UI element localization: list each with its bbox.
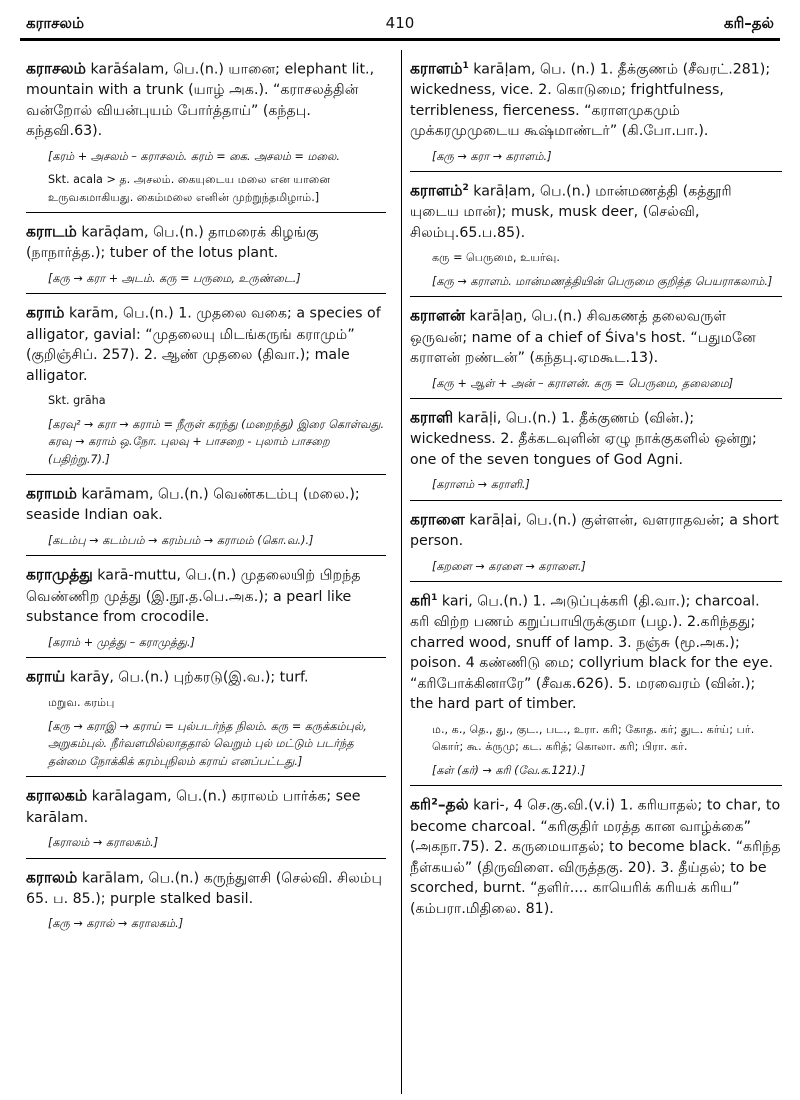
dictionary-entry: [26, 783, 386, 851]
etymology-note: [கரம் + அசலம் – கராசலம். கரம் = கை. அசலம் = மலை.: [48, 149, 340, 163]
headword: கரி: [410, 591, 432, 610]
definition: kari, பெ.(n.) 1. அடுப்புக்கரி (தி.வா.); charcoal. கரி விற்ற பணம் கறுப்பாயிருக்குமா (பழ.). 2.கரிந்தது; charred wood, snuff of lamp. 3. நஞ்சு (மூ.அக.); poison. 4 கண்ணிடு மை; collyrium black for the eye. “கரிபோக்கினாரே” (சீவக.626). 5. மரவைரம் (வின்.); the hard part of timber.: [410, 593, 773, 713]
definition: karāḷi, பெ.(n.) 1. தீக்குணம் (வின்.); wickedness. 2. தீக்கடவுளின் ஏழு நாக்குகளில் ஒன்று; one of the seven tongues of God Agni.: [410, 410, 757, 468]
entry-text: [26, 481, 386, 526]
running-head-left: கராசலம்: [26, 14, 85, 32]
page-number: 410: [385, 14, 415, 32]
definition: karāy, பெ.(n.) புற்கரடு(இ.வ.); turf.: [65, 669, 309, 686]
entry-separator: [26, 555, 386, 556]
entry-text: [410, 405, 782, 470]
entry-text: [26, 300, 386, 386]
entry-separator: [26, 657, 386, 658]
dictionary-entry: [26, 562, 386, 651]
cognate-note: Skt. grāha: [48, 394, 106, 408]
entry-text: [26, 562, 386, 627]
etymology-note: [கரு → கராஇ → கராய் = புல்படர்ந்த நிலம். கரு = கருக்கம்புல், அறுகம்புல். நீர்வளமில்லாததால் வெறும் புல் மட்டும் படர்ந்த தன்மை நோக்கிக் கரம்புநிலம் கராய் எனப்பட்டது.]: [48, 719, 367, 768]
etymology-note: [கரவு² → கரா → கராம் = நீருள் கரந்து (மறைந்து) இரை கொள்வது. கரவு → கராம் ஒ.நோ. புலவு + பாசறை - புலாம் பாசறை (பதிற்று.7).]: [48, 417, 385, 466]
headword: கராடம்: [26, 222, 77, 241]
etymology-note: [கராளம் → கராளி.]: [432, 478, 530, 492]
etymology-note: [கறளை → கரளை → கராளை.]: [432, 559, 586, 573]
dictionary-entry: [410, 588, 782, 779]
entry-separator: [410, 500, 782, 501]
dictionary-entry: [410, 178, 782, 290]
headword: கராளி: [410, 408, 454, 427]
entry-text: [410, 792, 782, 919]
definition: karā-muttu, பெ.(n.) முதலையிற் பிறந்த வெண்ணிற முத்து (இ.நூ.த.பெ.அக.); a pearl like substance from crocodile.: [26, 568, 361, 626]
entry-separator: [26, 858, 386, 859]
entry-text: [410, 303, 782, 368]
dictionary-entry: [410, 405, 782, 494]
entry-text: [26, 219, 386, 264]
entry-text: [410, 56, 782, 142]
headword: கராமுத்து: [26, 566, 93, 585]
headword: கராளை: [410, 510, 465, 529]
dictionary-entry: [410, 56, 782, 165]
etymology-note: [கடம்பு → கடம்பம் → கரம்பம் → கராமம் (கொ.வ.).]: [48, 533, 314, 547]
dictionary-entry: [410, 792, 782, 919]
definition: karāḷam, பெ.(n.) மான்மணத்தி (கத்தூரி யுடைய மான்); musk, musk deer, (செல்வி, சிலம்பு.65.ப.85).: [410, 183, 732, 241]
etymology-note: [கரு → கரா → கராளம்.]: [432, 149, 552, 163]
definition: karālagam, பெ.(n.) கராலம் பார்க்க; see karālam.: [26, 789, 361, 826]
homonym-number: 1: [462, 61, 469, 71]
etymology-note: [கள் (கர்) → கரி (வே.க.121).]: [432, 763, 586, 777]
cognate-note: Skt. acala > த. அசலம். கையுடைய மலை என யானை உருவகமாகியது. கைம்மலை எனின் முற்றுந்தமிழாம்.]: [48, 173, 331, 204]
homonym-number: 2: [462, 183, 469, 194]
right-column: [410, 56, 782, 1092]
column-divider: [401, 50, 402, 1094]
entry-separator: [26, 474, 386, 475]
entry-separator: [410, 785, 782, 786]
running-head-right: கரி–தல்: [723, 14, 774, 32]
headword: கராலம்: [26, 868, 78, 887]
definition: karāmam, பெ.(n.) வெண்கடம்பு (மலை.); seaside Indian oak.: [26, 486, 360, 524]
cognate-note: ம., க., தெ., து., குட., பட., உரா. கரி; கோத. கர்; துட. கர்ய்; பர். கொர்; கூ. க்ருமு; கட. கரித்; கொலா. கரி; பிரா. கர்.: [432, 722, 755, 754]
definition: karāḷaṉ, பெ.(n.) சிவகணத் தலைவருள் ஒருவன்; name of a chief of Śiva's host. “பதுமனே கராளன் றண்டன்” (கந்தபு.ஏமகூட.13).: [410, 309, 756, 367]
entry-separator: [410, 581, 782, 582]
etymology-note: [கரு → கரா + அடம். கரு = பருமை, உருண்டை.]: [48, 271, 301, 285]
headword: கராய்: [26, 667, 66, 686]
header-rule: [20, 38, 780, 41]
headword: கராளம்: [410, 59, 463, 78]
entry-separator: [410, 296, 782, 297]
headword: கராம்: [26, 304, 65, 323]
etymology-note: [கரு → கராளம். மான்மணத்தியின் பெருமை குறித்த பெயராகலாம்.]: [432, 274, 773, 288]
entry-text: [410, 588, 782, 715]
dictionary-entry: [26, 300, 386, 468]
headword: கராமம்: [26, 484, 77, 503]
dictionary-entry: [26, 56, 386, 206]
etymology-note: [கரு + ஆள் + அன் – கராளன். கரு = பெருமை, தலைமை]: [432, 376, 734, 390]
entry-text: [26, 56, 386, 142]
etymology-note: [கரு → கரால் → கராலகம்.]: [48, 917, 184, 931]
headword: கராளன்: [410, 307, 466, 326]
entry-text: [410, 178, 782, 243]
headword: கரி²–தல்: [410, 796, 469, 815]
entry-separator: [26, 776, 386, 777]
definition: karāśalam, பெ.(n.) யானை; elephant lit., mountain with a trunk (யாழ் அக.). “கராசலத்தின் வன்றோல் வியன்புயம் போர்த்தாய்” (கந்தபு. கந்தவி.63).: [26, 61, 375, 140]
definition: karālam, பெ.(n.) கருந்துளசி (செல்வி. சிலம்பு 65. ப. 85.); purple stalked basil.: [26, 870, 383, 907]
definition: karāḷai, பெ.(n.) குள்ளன், வளராதவன்; a short person.: [410, 512, 779, 550]
dictionary-entry: [410, 303, 782, 392]
entry-separator: [26, 212, 386, 213]
etymology-note: [கராம் + முத்து – கராமுத்து.]: [48, 635, 195, 649]
entry-separator: [410, 171, 782, 172]
entry-text: [26, 783, 386, 828]
definition: karām, பெ.(n.) 1. முதலை வகை; a species of alligator, gavial: “முதலையு மிடங்கருங் கராமும்” (குறிஞ்சிப். 257). 2. ஆண் முதலை (திவா.); male alligator.: [26, 306, 381, 384]
headword: கராசலம்: [26, 59, 86, 78]
cognate-note: மறுவ. கரம்பு: [48, 696, 115, 710]
dictionary-entry: [26, 219, 386, 287]
etymology-note: [கராலம் → கராலகம்.]: [48, 836, 159, 850]
definition: karāḷam, பெ. (n.) 1. தீக்குணம் (சீவரட்.281); wickedness, vice. 2. கொடுமை; frightfulness, terribleness, fierceness. “கராளமுகமும் முக்கரமுமுடைய கூஷ்மாண்டர்” (கி.போ.பா.).: [410, 61, 771, 140]
dictionary-entry: [26, 865, 386, 933]
headword: கராலகம்: [26, 787, 88, 806]
headword: கராளம்: [410, 181, 463, 200]
homonym-number: 1: [431, 593, 438, 604]
entry-text: [26, 664, 386, 688]
entry-separator: [410, 398, 782, 399]
entry-text: [410, 507, 782, 552]
dictionary-entry: [26, 481, 386, 549]
dictionary-entry: [26, 664, 386, 770]
definition: karāḍam, பெ.(n.) தாமரைக் கிழங்கு (நாநார்த்த.); tuber of the lotus plant.: [26, 224, 319, 262]
definition: kari-, 4 செ.கு.வி.(v.i) 1. கரியாதல்; to char, to become charcoal. “கரிகுதிர் மரத்த கான வாழ்க்கை” (அகநா.75). 2. கருமையாதல்; to become black. “கரிந்த நீள்கயல்” (திருவிளை. விருத்தகு. 20). 3. தீய்தல்; to be scorched, burnt. “தளிர்.... காயெரிக் கரியக் கரிய” (கம்பரா.மிதிலை. 81).: [410, 798, 781, 917]
left-column: [26, 56, 386, 1092]
entry-text: [26, 865, 386, 910]
cognate-note: கரு = பெருமை, உயர்வு.: [432, 251, 560, 265]
page-header: [20, 14, 780, 38]
entry-separator: [26, 293, 386, 294]
dictionary-entry: [410, 507, 782, 575]
